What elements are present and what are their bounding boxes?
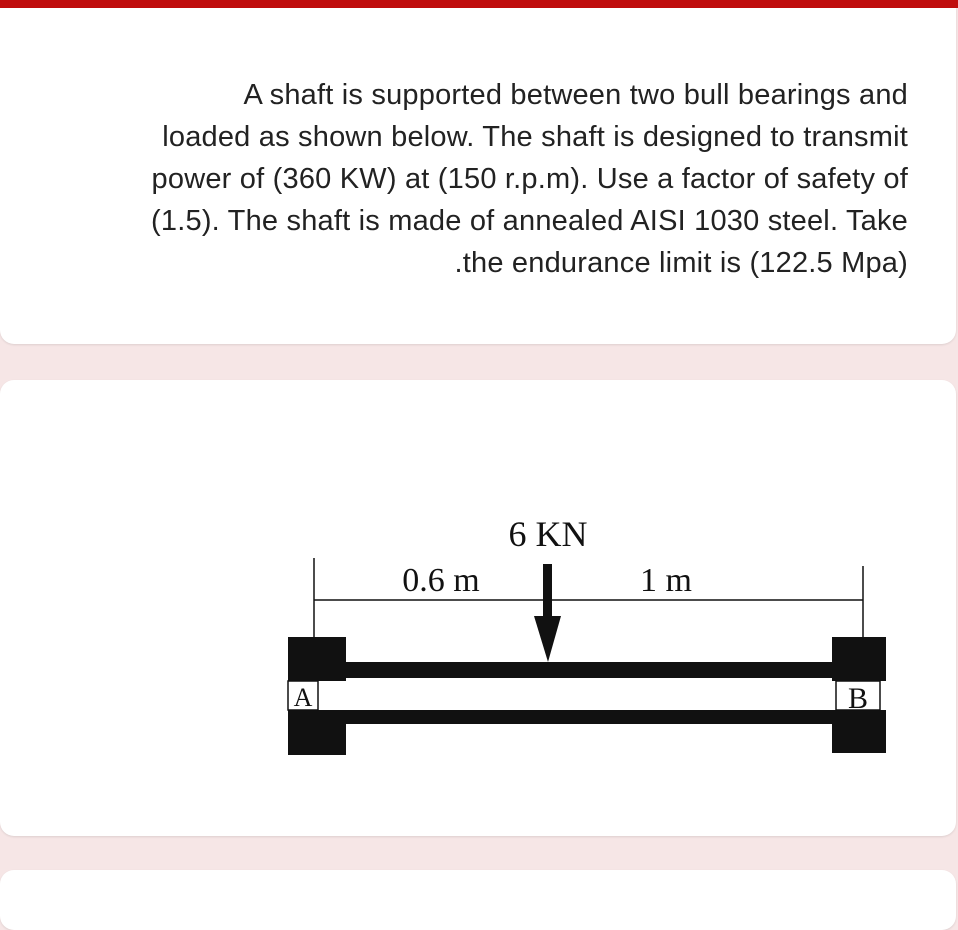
top-accent-bar bbox=[0, 0, 958, 8]
right-span-label: 1 m bbox=[640, 562, 692, 599]
shaft-top-edge bbox=[344, 662, 836, 678]
shaft-diagram bbox=[0, 380, 956, 836]
question-text bbox=[28, 74, 908, 284]
next-card bbox=[0, 870, 956, 930]
bearing-a-label: A bbox=[293, 683, 313, 712]
bearing-b-label: B bbox=[847, 682, 869, 715]
question-line: loaded as shown below. The shaft is designed to transmit bbox=[162, 121, 908, 153]
question-line: A shaft is supported between two bull bearings and bbox=[243, 79, 908, 111]
load-label: 6 KN bbox=[508, 514, 588, 554]
question-card bbox=[0, 8, 956, 344]
question-line: power of (360 KW) at (150 r.p.m). Use a factor of safety of bbox=[151, 163, 908, 195]
left-span-label: 0.6 m bbox=[402, 562, 480, 599]
shaft-bottom-edge bbox=[344, 710, 836, 724]
load-arrow-icon bbox=[534, 564, 561, 662]
question-line: (1.5). The shaft is made of annealed AISI 1030 steel. Take bbox=[151, 205, 908, 237]
question-line: .the endurance limit is (122.5 Mpa) bbox=[454, 247, 908, 279]
figure-card bbox=[0, 380, 956, 836]
